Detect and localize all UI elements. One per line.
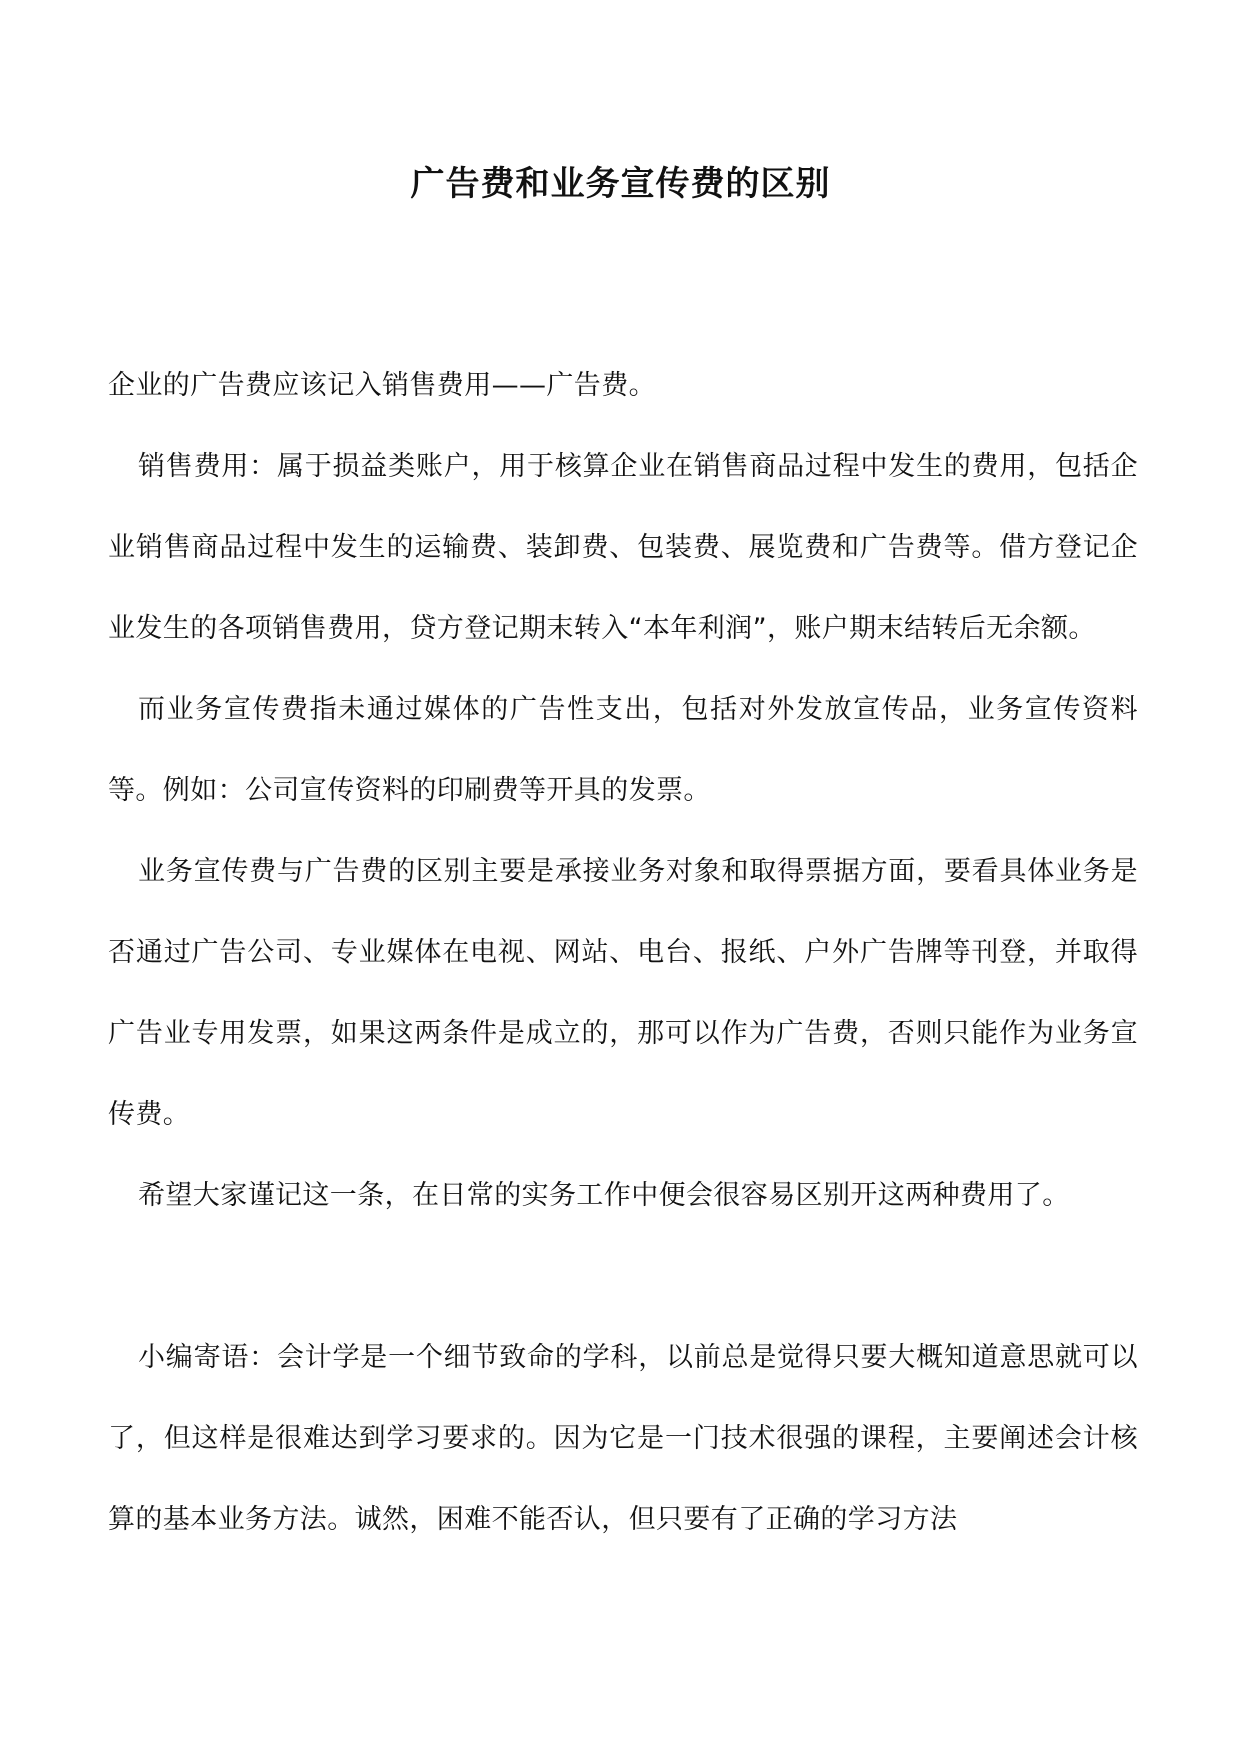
paragraph-spacer xyxy=(108,1236,1138,1317)
paragraph-reminder: 希望大家谨记这一条，在日常的实务工作中便会很容易区别开这两种费用了。 xyxy=(138,1180,1070,1211)
paragraph-ad-expense: 企业的广告费应该记入销售费用——广告费。 xyxy=(108,370,656,401)
paragraph-promotion-expense: 而业务宣传费指未通过媒体的广告性支出，包括对外发放宣传品，业务宣传资料等。例如：公司宣传资料的印刷费等开具的发票。 xyxy=(108,694,1138,806)
paragraph-editor-note: 小编寄语：会计学是一个细节致命的学科，以前总是觉得只要大概知道意思就可以了，但这样是很难达到学习要求的。因为它是一门技术很强的课程，主要阐述会计核算的基本业务方法。诚然，困难不能否认，但只要有了正确的学习方法 xyxy=(108,1342,1138,1535)
paragraph-difference: 业务宣传费与广告费的区别主要是承接业务对象和取得票据方面，要看具体业务是否通过广告公司、专业媒体在电视、网站、电台、报纸、户外广告牌等刊登，并取得广告业专用发票，如果这两条件是成立的，那可以作为广告费，否则只能作为业务宣传费。 xyxy=(108,856,1138,1130)
document-body xyxy=(108,345,1138,1560)
document-title: 广告费和业务宣传费的区别 xyxy=(410,164,831,204)
paragraph-sales-expense: 销售费用：属于损益类账户，用于核算企业在销售商品过程中发生的费用，包括企业销售商品过程中发生的运输费、装卸费、包装费、展览费和广告费等。借方登记企业发生的各项销售费用，贷方登记期末转入“本年利润”，账户期末结转后无余额。 xyxy=(108,451,1138,644)
